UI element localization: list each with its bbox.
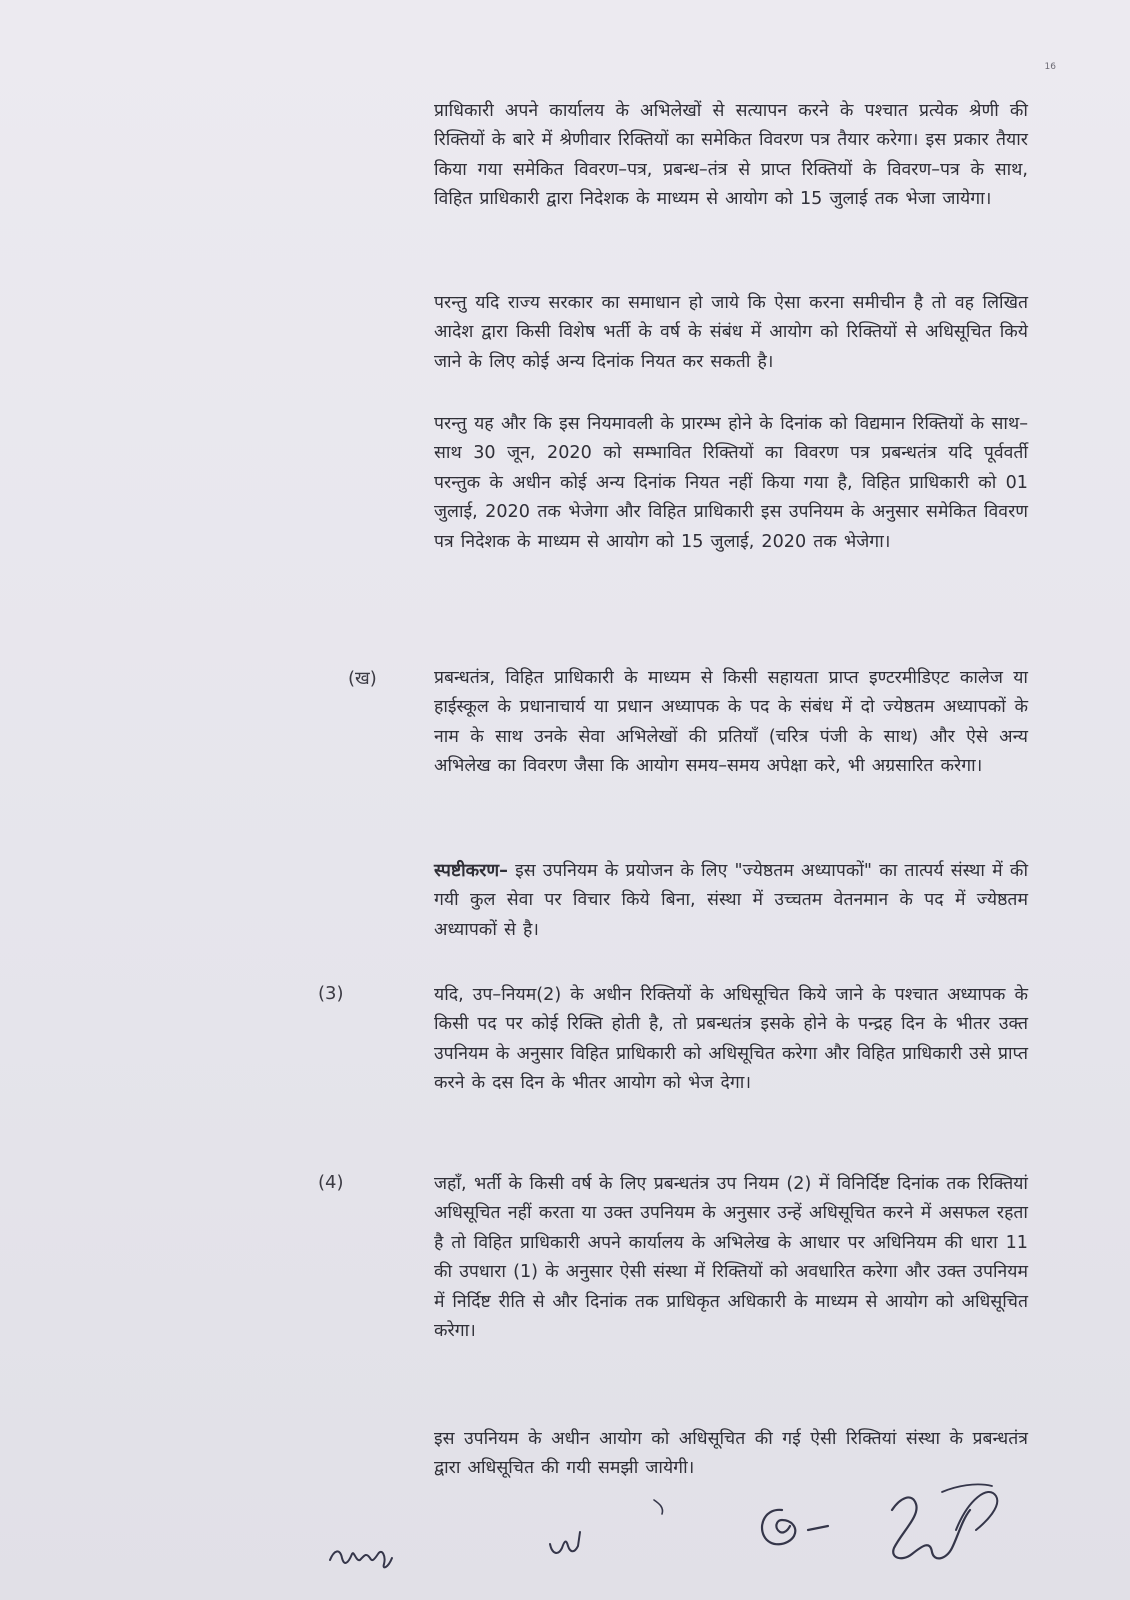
proviso-second — [434, 410, 1028, 557]
explanation-label: स्पष्टीकरण– — [434, 861, 508, 881]
clause-kha-text: प्रबन्धतंत्र, विहित प्राधिकारी के माध्यम से किसी सहायता प्राप्त इण्टरमीडिएट कालेज या हाईस्कूल के प्रधानाचार्य या प्रधान अध्यापक के पद के संबंध में दो ज्येष्ठतम अध्यापकों के नाम के साथ उनके सेवा अभिलेखों की प्रतियाँ (चरित्र पंजी के साथ) और ऐसे अन्य अभिलेख का विवरण जैसा कि आयोग समय–समय अपेक्षा करे, भी अग्रसारित करेगा। — [434, 668, 1028, 777]
paragraph-consolidated-statement — [434, 97, 1028, 215]
handwritten-signature-middle — [752, 1496, 862, 1560]
proviso-first — [434, 289, 1028, 377]
handwritten-mark-small — [648, 1494, 678, 1524]
handwritten-initial-left — [326, 1534, 406, 1574]
handwritten-initial-center — [540, 1520, 596, 1564]
clause-kha-marker: (ख) — [348, 668, 377, 689]
clause-3 — [434, 981, 1028, 1099]
clause-4-text: जहाँ, भर्ती के किसी वर्ष के लिए प्रबन्धतंत्र उप नियम (2) में विनिर्दिष्ट दिनांक तक रिक्तियां अधिसूचित नहीं करता या उक्त उपनियम के अनुसार उन्हें अधिसूचित करने में असफल रहता है तो विहित प्राधिकारी अपने कार्यालय के अभिलेख के आधार पर अधिनियम की धारा 11 की उपधारा (1) के अनुसार ऐसी संस्था में रिक्तियों को अवधारित करेगा और उक्त उपनियम में निर्दिष्ट रीति से और दिनांक तक प्राधिकृत अधिकारी के माध्यम से आयोग को अधिसूचित करेगा। — [434, 1174, 1028, 1342]
explanation-text: इस उपनियम के प्रयोजन के लिए "ज्येष्ठतम अध्यापकों" का तात्पर्य संस्था में की गयी कुल सेवा पर विचार किये बिना, संस्था में उच्चतम वेतनमान के पद में ज्येष्ठतम अध्यापकों से है। — [434, 861, 1028, 940]
clause-4-marker: (4) — [318, 1172, 344, 1193]
closing-text: इस उपनियम के अधीन आयोग को अधिसूचित की गई ऐसी रिक्तियां संस्था के प्रबन्धतंत्र द्वारा अधिसूचित की गयी समझी जायेगी। — [434, 1429, 1028, 1479]
clause-kha — [434, 664, 1028, 782]
proviso-text: परन्तु यह और कि इस नियमावली के प्रारम्भ होने के दिनांक को विद्यमान रिक्तियों के साथ–साथ 30 जून, 2020 को सम्भावित रिक्तियों का विवरण पत्र प्रबन्धतंत्र यदि पूर्ववर्ती परन्तुक के अधीन कोई अन्य दिनांक नियत नहीं किया गया है, विहित प्राधिकारी को 01 जुलाई, 2020 तक भेजेगा और विहित प्राधिकारी इस उपनियम के अनुसार समेकित विवरण पत्र निदेशक के माध्यम से आयोग को 15 जुलाई, 2020 तक भेजेगा। — [434, 414, 1028, 552]
explanation — [434, 857, 1028, 945]
handwritten-signature-right — [872, 1470, 1022, 1580]
clause-3-text: यदि, उप–नियम(2) के अधीन रिक्तियों के अधिसूचित किये जाने के पश्चात अध्यापक के किसी पद पर कोई रिक्ति होती है, तो प्रबन्धतंत्र इसके होने के पन्द्रह दिन के भीतर उक्त उपनियम के अनुसार विहित प्राधिकारी को अधिसूचित करेगा और विहित प्राधिकारी उसे प्राप्त करने के दस दिन के भीतर आयोग को भेज देगा। — [434, 985, 1028, 1094]
proviso-text: परन्तु यदि राज्य सरकार का समाधान हो जाये कि ऐसा करना समीचीन है तो वह लिखित आदेश द्वारा किसी विशेष भर्ती के वर्ष के संबंध में आयोग को रिक्तियों से अधिसूचित किये जाने के लिए कोई अन्य दिनांक नियत कर सकती है। — [434, 293, 1028, 372]
clause-4 — [434, 1170, 1028, 1346]
clause-3-marker: (3) — [318, 983, 344, 1004]
page-number: 16 — [1044, 62, 1056, 72]
explanation-paragraph — [434, 857, 1028, 945]
paragraph-text: प्राधिकारी अपने कार्यालय के अभिलेखों से सत्यापन करने के पश्चात प्रत्येक श्रेणी की रिक्तियों के बारे में श्रेणीवार रिक्तियों का समेकित विवरण पत्र तैयार करेगा। इस प्रकार तैयार किया गया समेकित विवरण–पत्र, प्रबन्ध–तंत्र से प्राप्त रिक्तियों के विवरण–पत्र के साथ, विहित प्राधिकारी द्वारा निदेशक के माध्यम से आयोग को 15 जुलाई तक भेजा जायेगा। — [434, 101, 1028, 210]
